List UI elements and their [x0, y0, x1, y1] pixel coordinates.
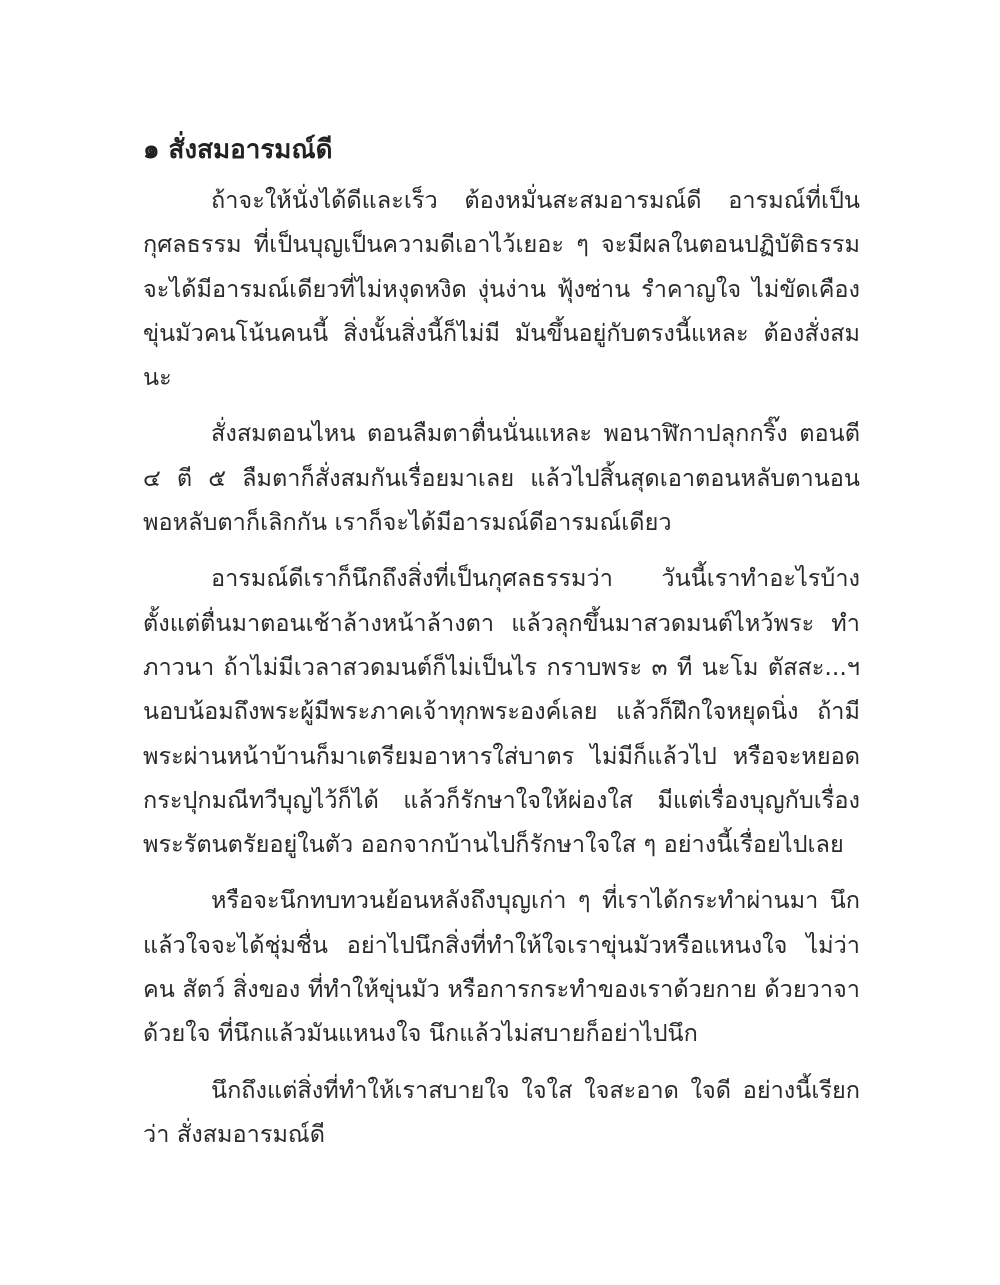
paragraph-1: ถ้าจะให้นั่งได้ดีและเร็ว ต้องหมั่นสะสมอารมณ์ดี อารมณ์ที่เป็นกุศลธรรม ที่เป็นบุญเป็นความดีเอาไว้เยอะ ๆ จะมีผลในตอนปฏิบัติธรรม จะได้มีอารมณ์เดียวที่ไม่หงุดหงิด งุ่นง่าน ฟุ้งซ่าน รำคาญใจ ไม่ขัดเคืองขุ่นมัวคนโน้นคนนี้ สิ่งนั้นสิ่งนี้ก็ไม่มี มันขึ้นอยู่กับตรงนี้แหละ ต้องสั่งสมนะ: [143, 186, 860, 392]
section-heading: ๑ สั่งสมอารมณ์ดี: [143, 135, 333, 165]
document-page: [143, 128, 860, 1168]
paragraph-5: นึกถึงแต่สิ่งที่ทำให้เราสบายใจ ใจใส ใจสะอาด ใจดี อย่างนี้เรียกว่า สั่งสมอารมณ์ดี: [143, 1075, 860, 1148]
paragraph-4: หรือจะนึกทบทวนย้อนหลังถึงบุญเก่า ๆ ที่เราได้กระทำผ่านมา นึกแล้วใจจะได้ชุ่มชื่น อย่าไปนึกสิ่งที่ทำให้ใจเราขุ่นมัวหรือแหนงใจ ไม่ว่าคน สัตว์ สิ่งของ ที่ทำให้ขุ่นมัว หรือการกระทำของเราด้วยกาย ด้วยวาจา ด้วยใจ ที่นึกแล้วมันแหนงใจ นึกแล้วไม่สบายก็อย่าไปนึก: [143, 886, 860, 1048]
paragraph-2: สั่งสมตอนไหน ตอนลืมตาตื่นนั่นแหละ พอนาฬิกาปลุกกริ๊ง ตอนตี ๔ ตี ๕ ลืมตาก็สั่งสมกันเรื่อยมาเลย แล้วไปสิ้นสุดเอาตอนหลับตานอน พอหลับตาก็เลิกกัน เราก็จะได้มีอารมณ์ดีอารมณ์เดียว: [143, 419, 860, 537]
paragraph-3: อารมณ์ดีเราก็นึกถึงสิ่งที่เป็นกุศลธรรมว่า วันนี้เราทำอะไรบ้าง ตั้งแต่ตื่นมาตอนเช้าล้างหน้าล้างตา แล้วลุกขึ้นมาสวดมนต์ไหว้พระ ทำภาวนา ถ้าไม่มีเวลาสวดมนต์ก็ไม่เป็นไร กราบพระ ๓ ที นะโม ตัสสะ...ฯ นอบน้อมถึงพระผู้มีพระภาคเจ้าทุกพระองค์เลย แล้วก็ฝึกใจหยุดนิ่ง ถ้ามีพระผ่านหน้าบ้านก็มาเตรียมอาหารใส่บาตร ไม่มีก็แล้วไป หรือจะหยอดกระปุกมณีทวีบุญไว้ก็ได้ แล้วก็รักษาใจให้ผ่องใส มีแต่เรื่องบุญกับเรื่องพระรัตนตรัยอยู่ในตัว ออกจากบ้านไปก็รักษาใจใส ๆ อย่างนี้เรื่อยไปเลย: [143, 564, 860, 859]
